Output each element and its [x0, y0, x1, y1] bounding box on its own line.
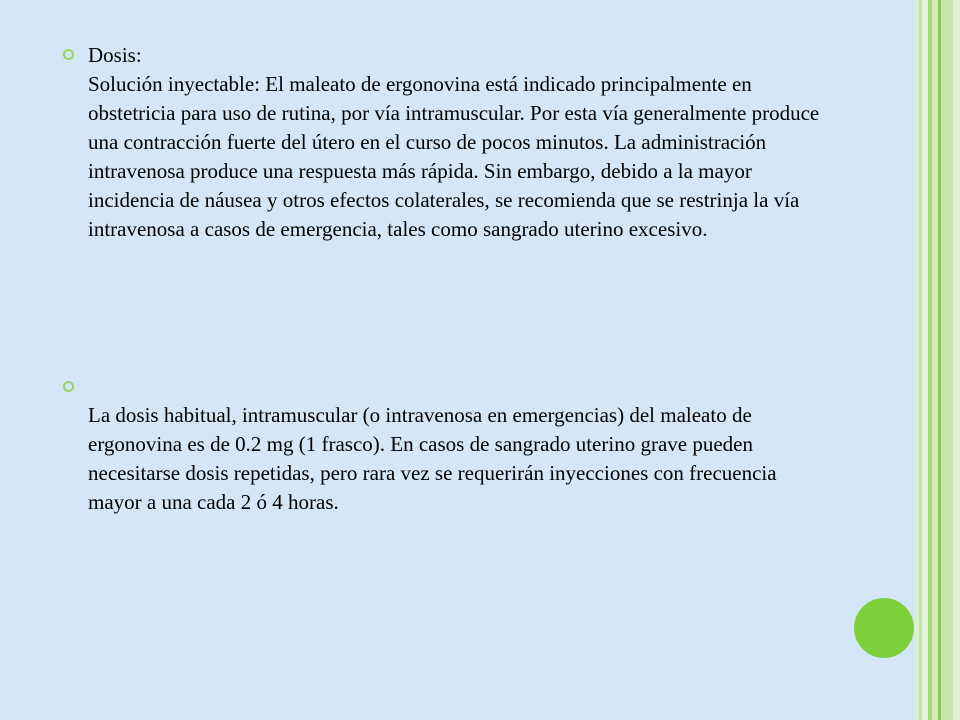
bullet-ring-icon — [60, 49, 76, 60]
decorative-stripe — [953, 0, 960, 720]
decorative-stripe — [941, 0, 953, 720]
bullet-text-dosis: Dosis: Solución inyectable: El maleato de ergonovina está indicado principalmente en obstetricia para uso de rutina, por vía intramuscular. Por esta vía generalmente produce una contracción fuerte del útero en el curso de pocos minutos. La administración intravenosa produce una respuesta más rápida. Sin embargo, debido a la mayor incidencia de náusea y otros efectos colaterales, se recomienda que se restrinja la vía intravenosa a casos de emergencia, tales como sangrado uterino excesivo. — [88, 43, 820, 241]
green-circle-decoration — [854, 598, 914, 658]
bullet-text-dosis-habitual: La dosis habitual, intramuscular (o intravenosa en emergencias) del maleato de ergonovina es de 0.2 mg (1 frasco). En casos de sangrado uterino grave pueden necesitarse dosis repetidas, pero rara vez se requerirán inyecciones con frecuencia mayor a una cada 2 ó 4 horas. — [88, 403, 777, 514]
bullet-ring-icon — [60, 381, 76, 392]
